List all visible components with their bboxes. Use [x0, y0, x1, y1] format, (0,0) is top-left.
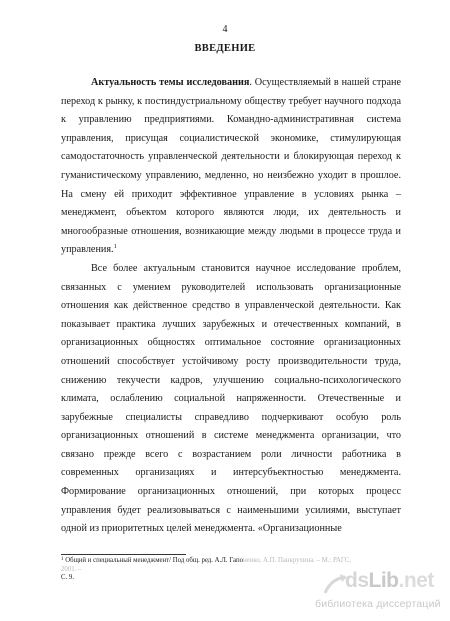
footnote-text: Общий и специальный менеджмент/ Под общ. ред. А.Л. Гапо	[63, 557, 243, 564]
footnote-marker: 1	[61, 557, 64, 562]
footnote-page: С. 9.	[61, 574, 75, 581]
paragraph-relevance	[61, 74, 401, 260]
dslib-watermark	[313, 567, 443, 617]
watermark-logo-lib: Lib	[368, 569, 399, 592]
body-text	[61, 74, 401, 539]
watermark-logo-ds: ds	[345, 569, 369, 592]
watermark-logo-net: .net	[398, 569, 434, 592]
watermark-logo	[345, 569, 434, 593]
paragraph-2: Все более актуальным становится научное исследование проблем, связанных с умением руководителей использовать организационные отношения как действенное средство в управленческой деятельности. Как показывает практика лучших зарубежных и отечественных компаний, в организационных общностях оптимальное состояние организационных отношений способствует устойчивому росту производительности труда, снижению текучести кадров, улучшению социально-психологического климата, ослаблению социальной напряженности. Отечественные и зарубежные специалисты справедливо подчеркивают особую роль организационных отношений в системе менеджмента организации, что связано прежде всего с возрастанием роли личности работника в современных организациях и интерсубъектностью менеджмента. Формирование организационных отношений, при которых процесс управления будет реализовываться с наименьшими усилиями, выступает одной из приоритетных целей менеджмента. «Организационные	[61, 262, 401, 535]
footnote-separator	[61, 554, 186, 555]
footnote-obscured-text: ненко, А.П. Панкрухина. – М.: РАГС, 2001. –	[61, 557, 351, 573]
watermark-tagline: библиотека диссертаций	[315, 598, 441, 610]
section-heading: ВВЕДЕНИЕ	[194, 43, 256, 54]
paragraph-1-text: . Осуществляемый в нашей стране переход к рынку, к постиндустриальному обществу требует научного подхода к управлению предприятиями. Командно-административная система управления, присущая социалистической экономике, стимулирующая самодостаточность управленческой деятельности и блокирующая переход к гуманистическому управлению, медленно, но неизбежно уходит в прошлое. На смену ей приходит эффективное управление в условиях рынка – менеджмент, объектом которого являются люди, их деятельность и многообразные отношения, возникающие между людьми в процессе труда и управления.	[61, 77, 401, 256]
footnote-reference: 1	[113, 243, 117, 251]
page-number: 4	[222, 24, 228, 35]
lead-bold-phrase: Актуальность темы исследования	[91, 77, 250, 88]
